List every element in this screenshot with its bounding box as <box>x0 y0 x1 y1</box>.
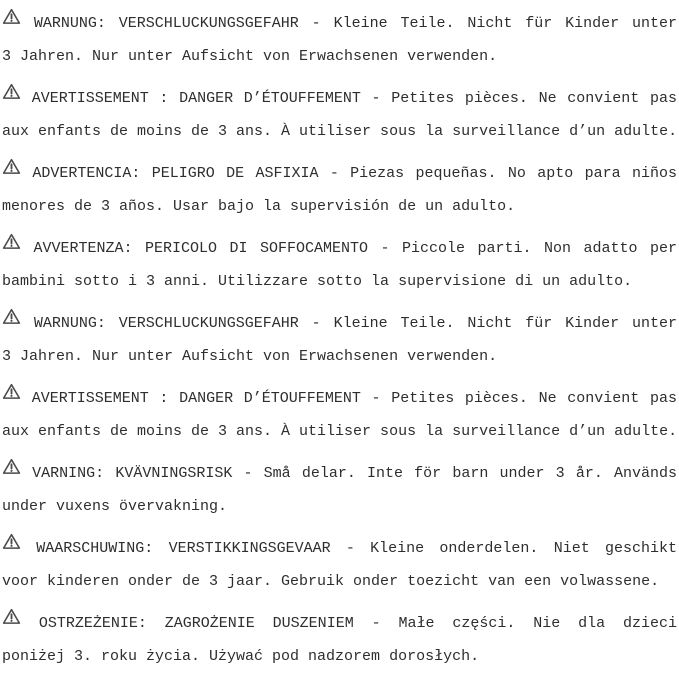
warning-paragraph-it <box>2 232 677 298</box>
warning-triangle-icon <box>2 83 21 100</box>
warning-line-second: bambini sotto i 3 anni. Utilizzare sotto la supervisione di un adulto. <box>2 273 633 290</box>
warning-text: WAARSCHUWING: VERSTIKKINGSGEVAAR - Kleine onderdelen. Niet geschikt <box>36 540 677 557</box>
warning-line-second: voor kinderen onder de 3 jaar. Gebruik onder toezicht van een volwassene. <box>2 573 660 590</box>
warning-line-first <box>2 157 677 190</box>
warning-triangle-icon <box>2 383 21 400</box>
warning-triangle-icon <box>2 533 21 550</box>
warning-line-first <box>2 7 677 40</box>
warning-text: VARNING: KVÄVNINGSRISK - Små delar. Inte för barn under 3 år. Används <box>32 465 677 482</box>
warning-line-first <box>2 232 677 265</box>
warning-text: OSTRZEŻENIE: ZAGROŻENIE DUSZENIEM - Małe części. Nie dla dzieci <box>38 615 677 632</box>
warning-text: AVERTISSEMENT : DANGER D’ÉTOUFFEMENT - Petites pièces. Ne convient pas <box>31 90 677 107</box>
warning-line-first <box>2 82 677 115</box>
warning-line-second: under vuxens övervakning. <box>2 498 228 515</box>
warning-line-second: 3 Jahren. Nur unter Aufsicht von Erwachsenen verwenden. <box>2 348 498 365</box>
warning-text: WARNUNG: VERSCHLUCKUNGSGEFAHR - Kleine Teile. Nicht für Kinder unter <box>33 15 677 32</box>
warning-text: WARNUNG: VERSCHLUCKUNGSGEFAHR - Kleine Teile. Nicht für Kinder unter <box>33 315 677 332</box>
warning-line-first <box>2 307 677 340</box>
warning-triangle-icon <box>2 233 21 250</box>
warning-triangle-icon <box>2 308 21 325</box>
warning-paragraph-de <box>2 7 677 73</box>
warning-paragraph-pl <box>2 607 677 673</box>
warning-paragraph-nl <box>2 532 677 598</box>
warning-paragraph-fr-2 <box>2 382 677 448</box>
warning-triangle-icon <box>2 8 21 25</box>
warning-line-first <box>2 532 677 565</box>
warning-line-first <box>2 457 677 490</box>
warning-line-second: menores de 3 años. Usar bajo la supervisión de un adulto. <box>2 198 516 215</box>
warning-paragraph-de-2 <box>2 307 677 373</box>
warning-triangle-icon <box>2 608 21 625</box>
warning-line-first <box>2 607 677 640</box>
warning-line-first <box>2 382 677 415</box>
warning-triangle-icon <box>2 458 21 475</box>
warning-line-second: poniżej 3. roku życia. Używać pod nadzorem dorosłych. <box>2 648 480 665</box>
warning-paragraph-fr <box>2 82 677 148</box>
warning-text: ADVERTENCIA: PELIGRO DE ASFIXIA - Piezas pequeñas. No apto para niños <box>32 165 677 182</box>
warning-line-second: aux enfants de moins de 3 ans. À utiliser sous la surveillance d’un adulte. <box>2 423 677 440</box>
warning-line-second: aux enfants de moins de 3 ans. À utiliser sous la surveillance d’un adulte. <box>2 123 677 140</box>
warning-text: AVERTISSEMENT : DANGER D’ÉTOUFFEMENT - Petites pièces. Ne convient pas <box>31 390 677 407</box>
warning-paragraph-sv <box>2 457 677 523</box>
warning-line-second: 3 Jahren. Nur unter Aufsicht von Erwachsenen verwenden. <box>2 48 498 65</box>
warning-triangle-icon <box>2 158 21 175</box>
warning-text: AVVERTENZA: PERICOLO DI SOFFOCAMENTO - Piccole parti. Non adatto per <box>33 240 677 257</box>
warning-paragraph-es <box>2 157 677 223</box>
